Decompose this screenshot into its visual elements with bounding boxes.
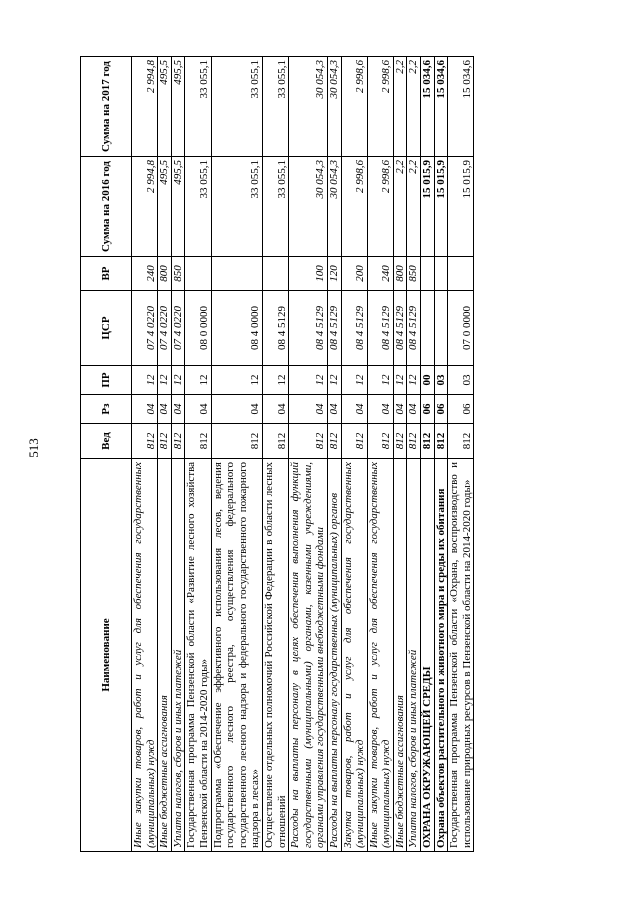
cell-sum-2017: 15 034,6 [434, 57, 448, 157]
cell-ved: 812 [289, 424, 328, 459]
table-row [341, 57, 367, 852]
cell-ved: 812 [407, 424, 421, 459]
cell-pr: 12 [158, 366, 172, 395]
cell-csr: 08 4 5129 [327, 291, 341, 366]
cell-sum-2017: 33 055,1 [262, 57, 288, 157]
cell-sum-2016: 33 055,1 [185, 157, 211, 257]
cell-ved: 812 [185, 424, 211, 459]
cell-rz: 04 [327, 395, 341, 424]
cell-rz: 06 [448, 395, 474, 424]
cell-ved: 812 [448, 424, 474, 459]
cell-name: Государственная программа Пензенской области «Развитие лесного хозяйства Пензенской области на 2014-2020 годы» [185, 459, 211, 852]
cell-sum-2017: 30 054,3 [327, 57, 341, 157]
cell-sum-2017: 2,2 [407, 57, 421, 157]
cell-rz: 04 [407, 395, 421, 424]
cell-ved: 812 [262, 424, 288, 459]
cell-pr: 12 [407, 366, 421, 395]
cell-csr: 07 4 0220 [132, 291, 158, 366]
cell-rz: 04 [171, 395, 185, 424]
cell-sum-2016: 495,5 [171, 157, 185, 257]
cell-name: Подпрограмма «Обеспечение эффективного использования лесов, ведения государственного лесного реестра, осуществления федерального государственного лесного надзора и федерального государственного пожарного надзора в лесах» [211, 459, 262, 852]
cell-sum-2016: 15 015,9 [421, 157, 435, 257]
cell-vr: 800 [393, 257, 407, 291]
cell-csr: 08 4 5129 [367, 291, 393, 366]
cell-ved: 812 [393, 424, 407, 459]
cell-vr: 800 [158, 257, 172, 291]
cell-sum-2016: 2 998,6 [341, 157, 367, 257]
cell-csr: 07 4 0220 [171, 291, 185, 366]
cell-ved: 812 [211, 424, 262, 459]
cell-sum-2016: 30 054,3 [327, 157, 341, 257]
table-row [421, 57, 435, 852]
cell-sum-2016: 2,2 [407, 157, 421, 257]
cell-csr: 08 4 0000 [211, 291, 262, 366]
cell-vr: 240 [367, 257, 393, 291]
table-row [171, 57, 185, 852]
cell-pr: 12 [327, 366, 341, 395]
cell-vr [448, 257, 474, 291]
header-ved: Вед [81, 424, 132, 459]
table-row [407, 57, 421, 852]
cell-sum-2017: 33 055,1 [211, 57, 262, 157]
cell-name: Иные бюджетные ассигнования [158, 459, 172, 852]
cell-vr [185, 257, 211, 291]
table-row [393, 57, 407, 852]
rotated-page-content [80, 57, 594, 852]
table-row [448, 57, 474, 852]
cell-csr: 08 4 5129 [407, 291, 421, 366]
header-sum-2017: Сумма на 2017 год [81, 57, 132, 157]
cell-csr: 08 4 5129 [341, 291, 367, 366]
header-sum-2016: Сумма на 2016 год [81, 157, 132, 257]
table-header-row [81, 57, 132, 852]
cell-pr: 12 [171, 366, 185, 395]
cell-ved: 812 [341, 424, 367, 459]
cell-rz: 04 [158, 395, 172, 424]
cell-ved: 812 [327, 424, 341, 459]
cell-sum-2017: 2 998,6 [367, 57, 393, 157]
cell-sum-2017: 15 034,6 [448, 57, 474, 157]
cell-csr [421, 291, 435, 366]
cell-rz: 04 [289, 395, 328, 424]
cell-name: Иные закупки товаров, работ и услуг для обеспечения государственных (муниципальных) нужд [367, 459, 393, 852]
cell-pr: 12 [367, 366, 393, 395]
cell-csr: 08 4 5129 [393, 291, 407, 366]
cell-pr: 12 [289, 366, 328, 395]
cell-ved: 812 [158, 424, 172, 459]
cell-name: Расходы на выплаты персоналу в целях обеспечения выполнения функций государственными (муниципальными) органами, казенными учреждениями, органами управления государственными внебюджетными фондами [289, 459, 328, 852]
cell-name: Уплата налогов, сборов и иных платежей [171, 459, 185, 852]
cell-vr: 200 [341, 257, 367, 291]
cell-sum-2017: 2,2 [393, 57, 407, 157]
header-vr: ВР [81, 257, 132, 291]
cell-csr: 08 4 5129 [289, 291, 328, 366]
table-row [327, 57, 341, 852]
cell-csr: 07 4 0220 [158, 291, 172, 366]
cell-vr: 240 [132, 257, 158, 291]
cell-csr: 08 4 5129 [262, 291, 288, 366]
cell-rz: 04 [341, 395, 367, 424]
cell-sum-2016: 2,2 [393, 157, 407, 257]
page-number: 513 [26, 438, 41, 458]
table-row [211, 57, 262, 852]
cell-pr: 03 [434, 366, 448, 395]
cell-pr: 12 [185, 366, 211, 395]
table-row [158, 57, 172, 852]
cell-rz: 06 [434, 395, 448, 424]
cell-vr [262, 257, 288, 291]
table-row [262, 57, 288, 852]
cell-sum-2016: 33 055,1 [211, 157, 262, 257]
cell-vr: 100 [289, 257, 328, 291]
table-body [132, 57, 474, 852]
cell-rz: 04 [132, 395, 158, 424]
header-csr: ЦСР [81, 291, 132, 366]
header-pr: ПР [81, 366, 132, 395]
cell-vr [421, 257, 435, 291]
cell-vr [211, 257, 262, 291]
cell-rz: 04 [393, 395, 407, 424]
cell-sum-2017: 495,5 [171, 57, 185, 157]
cell-vr: 120 [327, 257, 341, 291]
cell-sum-2016: 33 055,1 [262, 157, 288, 257]
cell-sum-2017: 33 055,1 [185, 57, 211, 157]
cell-sum-2017: 30 054,3 [289, 57, 328, 157]
cell-sum-2016: 30 054,3 [289, 157, 328, 257]
cell-rz: 04 [262, 395, 288, 424]
cell-name: Государственная программа Пензенской области «Охрана, воспроизводство и использование природных ресурсов в Пензенской области на 2014-2020 годы» [448, 459, 474, 852]
cell-sum-2016: 2 994,8 [132, 157, 158, 257]
cell-name: ОХРАНА ОКРУЖАЮЩЕЙ СРЕДЫ [421, 459, 435, 852]
budget-table [80, 56, 474, 852]
cell-name: Расходы на выплаты персоналу государственных (муниципальных) органов [327, 459, 341, 852]
cell-name: Закупка товаров, работ и услуг для обеспечения государственных (муниципальных) нужд [341, 459, 367, 852]
cell-vr [434, 257, 448, 291]
table-row [132, 57, 158, 852]
cell-ved: 812 [367, 424, 393, 459]
cell-name: Иные бюджетные ассигнования [393, 459, 407, 852]
cell-rz: 04 [185, 395, 211, 424]
cell-pr: 12 [341, 366, 367, 395]
cell-name: Уплата налогов, сборов и иных платежей [407, 459, 421, 852]
cell-name: Охрана объектов растительного и животного мира и среды их обитания [434, 459, 448, 852]
cell-sum-2016: 2 998,6 [367, 157, 393, 257]
cell-pr: 12 [393, 366, 407, 395]
cell-sum-2017: 15 034,6 [421, 57, 435, 157]
cell-sum-2017: 2 998,6 [341, 57, 367, 157]
cell-sum-2016: 15 015,9 [448, 157, 474, 257]
cell-name: Иные закупки товаров, работ и услуг для обеспечения государственных (муниципальных) нужд [132, 459, 158, 852]
cell-ved: 812 [434, 424, 448, 459]
cell-vr: 850 [407, 257, 421, 291]
cell-csr [434, 291, 448, 366]
cell-csr: 08 0 0000 [185, 291, 211, 366]
cell-rz: 04 [211, 395, 262, 424]
table-row [289, 57, 328, 852]
cell-pr: 03 [448, 366, 474, 395]
cell-vr: 850 [171, 257, 185, 291]
cell-pr: 12 [132, 366, 158, 395]
cell-sum-2016: 15 015,9 [434, 157, 448, 257]
table-row [185, 57, 211, 852]
cell-sum-2017: 495,5 [158, 57, 172, 157]
header-name: Наименование [81, 459, 132, 852]
cell-sum-2017: 2 994,8 [132, 57, 158, 157]
header-rz: Рз [81, 395, 132, 424]
table-row [434, 57, 448, 852]
cell-sum-2016: 495,5 [158, 157, 172, 257]
cell-name: Осуществление отдельных полномочий Российской Федерации в области лесных отношений [262, 459, 288, 852]
cell-ved: 812 [171, 424, 185, 459]
cell-ved: 812 [132, 424, 158, 459]
table-row [367, 57, 393, 852]
cell-rz: 04 [367, 395, 393, 424]
cell-csr: 07 0 0000 [448, 291, 474, 366]
cell-pr: 12 [211, 366, 262, 395]
cell-pr: 12 [262, 366, 288, 395]
cell-rz: 06 [421, 395, 435, 424]
cell-pr: 00 [421, 366, 435, 395]
cell-ved: 812 [421, 424, 435, 459]
